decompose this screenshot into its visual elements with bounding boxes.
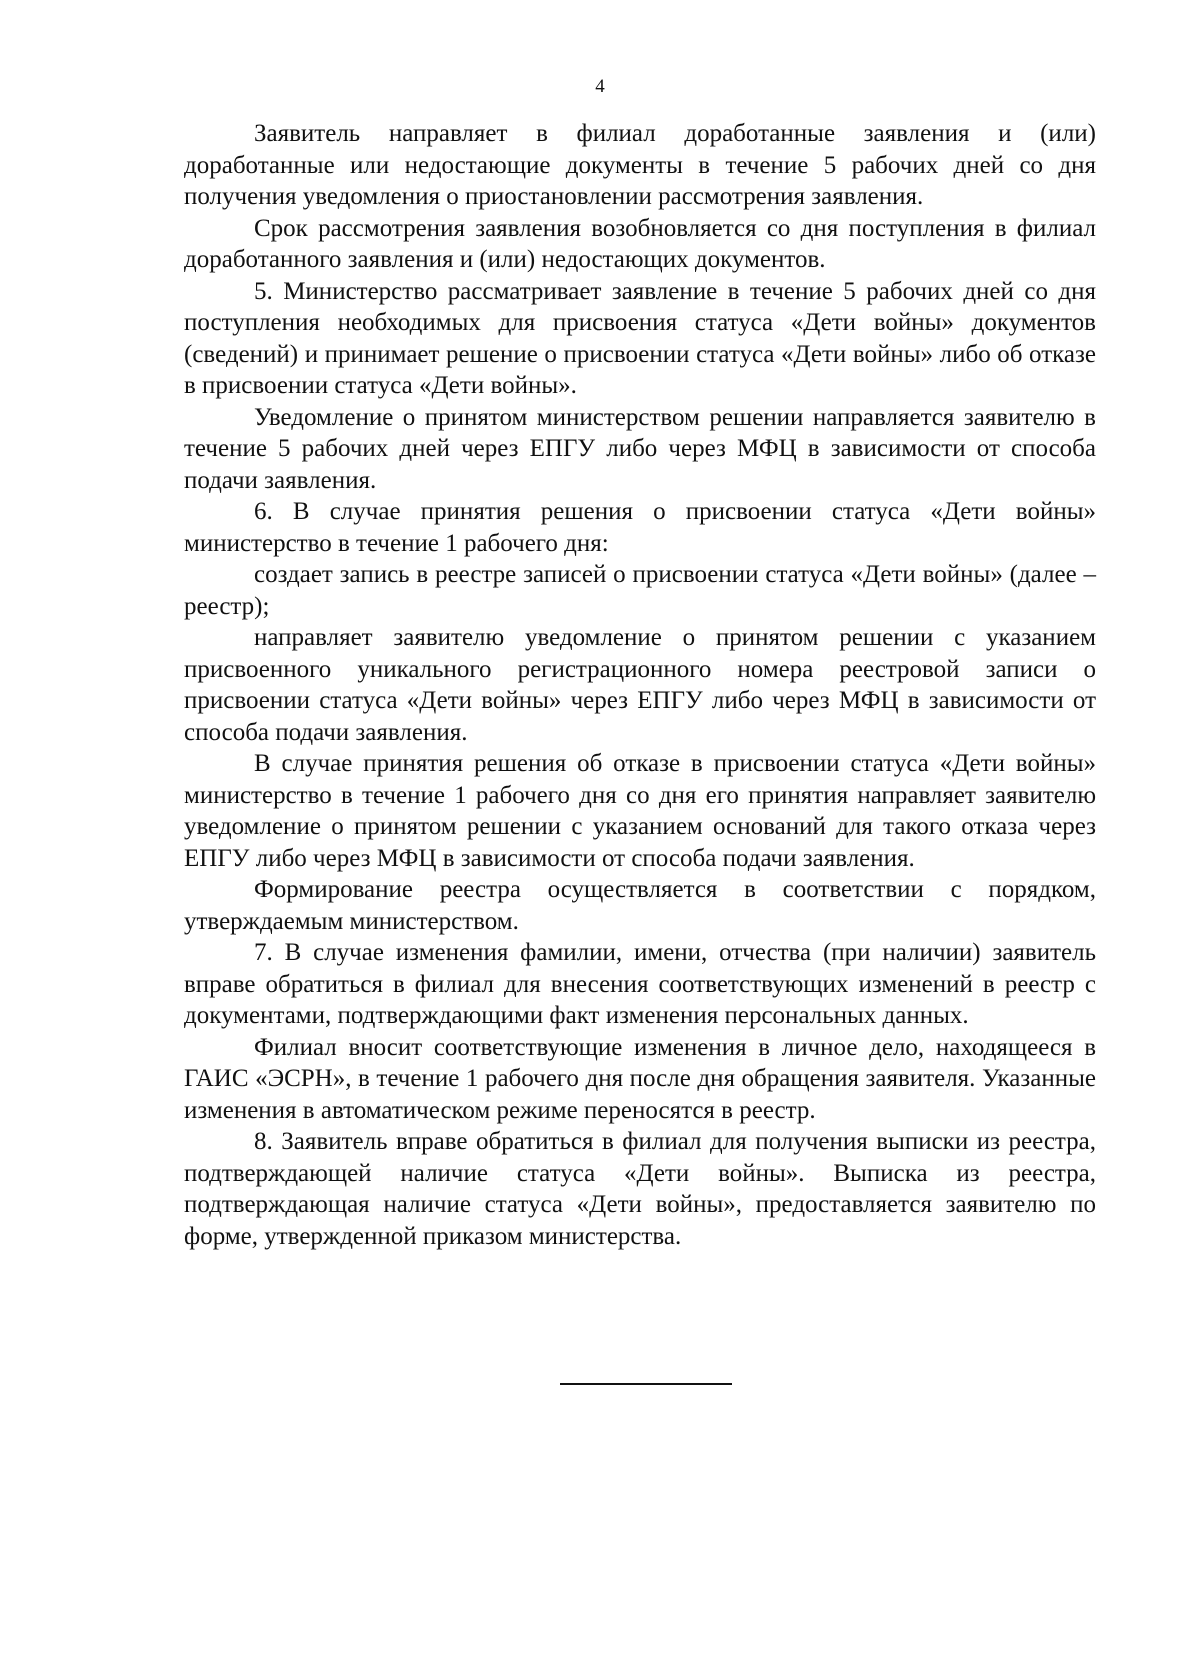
paragraph-registry-entry: создает запись в реестре записей о присвоении статуса «Дети войны» (далее – реестр);: [184, 561, 1096, 620]
paragraph-registry-formation: Формирование реестра осуществляется в соответствии с порядком, утверждаемым министерством.: [184, 876, 1096, 935]
page-number: 4: [595, 76, 605, 97]
paragraph-item-7: 7. В случае изменения фамилии, имени, отчества (при наличии) заявитель вправе обратиться в филиал для внесения соответствующих изменений в реестр с документами, подтверждающими факт изменения персональных данных.: [184, 939, 1096, 1029]
paragraph-item-6: 6. В случае принятия решения о присвоении статуса «Дети войны» министерство в течение 1 рабочего дня:: [184, 498, 1096, 557]
paragraph-review-resumption: Срок рассмотрения заявления возобновляется со дня поступления в филиал доработанного заявления и (или) недостающих документов.: [184, 214, 1096, 273]
document-body: [184, 118, 1096, 1252]
paragraph-item-5: 5. Министерство рассматривает заявление в течение 5 рабочих дней со дня поступления необходимых для присвоения статуса «Дети войны» документов (сведений) и принимает решение о присвоении статуса «Дети войны» либо об отказе в присвоении статуса «Дети войны».: [184, 277, 1096, 399]
paragraph-send-notice: направляет заявителю уведомление о принятом решении с указанием присвоенного уникального регистрационного номера реестровой записи о присвоении статуса «Дети войны» через ЕПГУ либо через МФЦ в зависимости от способа подачи заявления.: [184, 624, 1096, 746]
paragraph-refusal: В случае принятия решения об отказе в присвоении статуса «Дети войны» министерство в течение 1 рабочего дня со дня его принятия направляет заявителю уведомление о принятом решении с указанием оснований для такого отказа через ЕПГУ либо через МФЦ в зависимости от способа подачи заявления.: [184, 750, 1096, 872]
paragraph-notification: Уведомление о принятом министерством решении направляется заявителю в течение 5 рабочих дней через ЕПГУ либо через МФЦ в зависимости от способа подачи заявления.: [184, 403, 1096, 494]
paragraph-resubmission: Заявитель направляет в филиал доработанные заявления и (или) доработанные или недостающие документы в течение 5 рабочих дней со дня получения уведомления о приостановлении рассмотрения заявления.: [184, 120, 1096, 210]
paragraph-item-8: 8. Заявитель вправе обратиться в филиал для получения выписки из реестра, подтверждающей наличие статуса «Дети войны». Выписка из реестра, подтверждающая наличие статуса «Дети войны», предоставляется заявителю по форме, утвержденной приказом министерства.: [184, 1128, 1096, 1250]
end-of-document-rule: [560, 1383, 732, 1385]
paragraph-branch-changes: Филиал вносит соответствующие изменения в личное дело, находящееся в ГАИС «ЭСРН», в течение 1 рабочего дня после дня обращения заявителя. Указанные изменения в автоматическом режиме переносятся в реестр.: [184, 1033, 1096, 1124]
